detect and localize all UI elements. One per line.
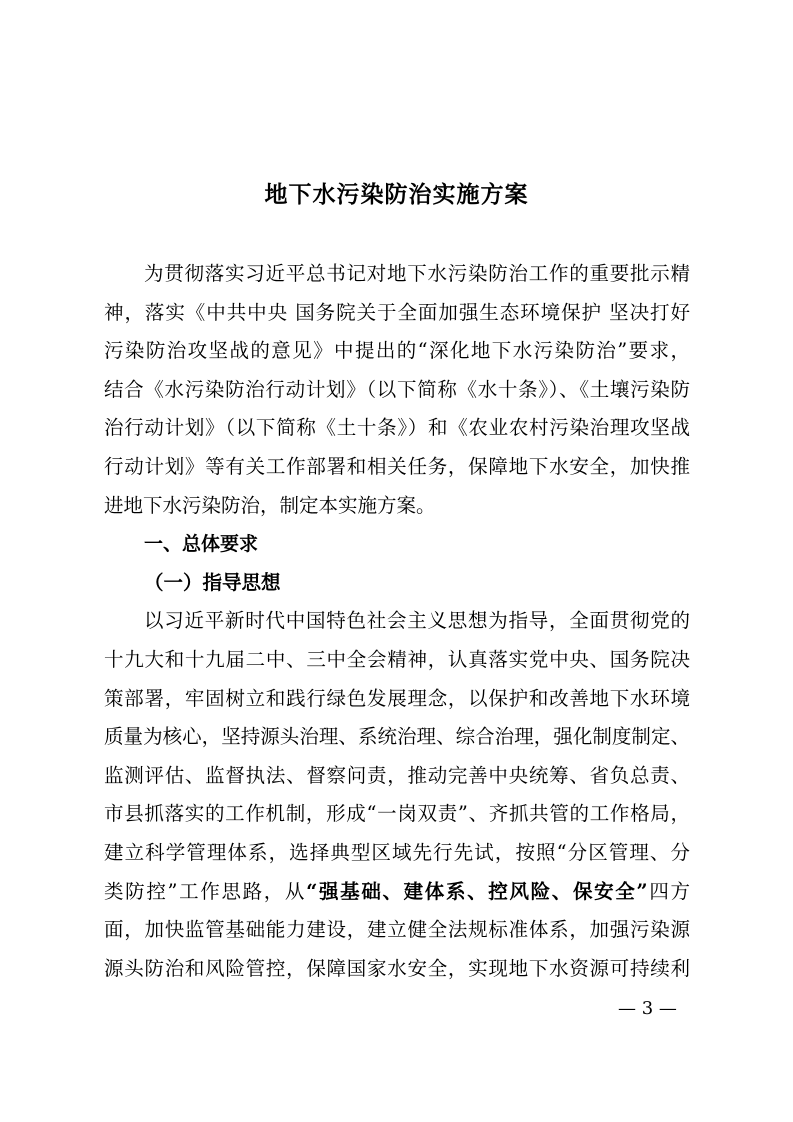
page-number: — 3 —: [618, 998, 677, 1019]
section-heading: 一、总体要求: [144, 533, 259, 556]
intro-line-5: 治行动计划》（以下简称《土十条》）和《农业农村污染治理攻坚战: [104, 416, 690, 440]
guiding-line-5: 监测评估、监督执法、督察问责，推动完善中央统筹、省负总责、: [104, 763, 690, 787]
intro-line-3: 污染防治攻坚战的意见》中提出的“深化地下水污染防治”要求，: [104, 339, 690, 363]
intro-line-7: 进地下水污染防治，制定本实施方案。: [104, 493, 436, 517]
guiding-line-10: 源头防治和风险管控，保障国家水安全，实现地下水资源可持续利: [104, 956, 690, 980]
guiding-line-7: 建立科学管理体系，选择典型区域先行先试，按照“分区管理、分: [104, 840, 690, 864]
intro-line-4: 结合《水污染防治行动计划》（以下简称《水十条》）、《土壤污染防: [104, 377, 690, 401]
intro-line-1: 为贯彻落实习近平总书记对地下水污染防治工作的重要批示精: [144, 262, 690, 285]
intro-line-2: 神，落实《中共中央 国务院关于全面加强生态环境保护 坚决打好: [104, 300, 690, 324]
guiding-line-1: 以习近平新时代中国特色社会主义思想为指导，全面贯彻党的: [144, 609, 690, 633]
guiding-line-8: [104, 873, 690, 912]
guiding-line-9: 面，加快监管基础能力建设，建立健全法规标准体系，加强污染源: [104, 918, 690, 942]
guiding-line-8-end: 四方: [647, 879, 690, 903]
intro-line-6: 行动计划》等有关工作部署和相关任务，保障地下水安全，加快推: [104, 454, 690, 478]
guiding-line-6: 市县抓落实的工作机制，形成“一岗双责”、齐抓共管的工作格局，: [104, 802, 690, 826]
document-body: [104, 255, 690, 988]
guiding-line-2: 十九大和十九届二中、三中全会精神，认真落实党中央、国务院决: [104, 647, 690, 671]
emphasis-text: “强基础、建体系、控风险、保安全”: [306, 879, 648, 903]
document-title: 地下水污染防治实施方案: [264, 182, 529, 208]
guiding-line-8-start: 类防控”工作思路，从: [104, 879, 307, 903]
subsection-heading: （一）指导思想: [144, 570, 281, 594]
guiding-line-3: 策部署，牢固树立和践行绿色发展理念，以保护和改善地下水环境: [104, 686, 690, 710]
guiding-line-4: 质量为核心，坚持源头治理、系统治理、综合治理，强化制度制定、: [104, 725, 690, 749]
